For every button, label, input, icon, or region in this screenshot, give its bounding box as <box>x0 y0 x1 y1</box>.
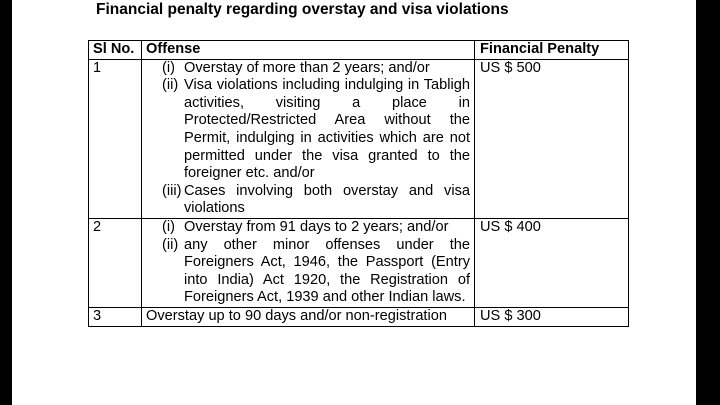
left-border-bar <box>0 0 12 405</box>
item-number: (ii) <box>162 236 179 253</box>
item-text: Overstay from 91 days to 2 years; and/or <box>184 218 449 235</box>
item-text: Cases involving both overstay and visa violations <box>184 182 470 217</box>
item-text: any other minor offenses under the Foreigners Act, 1946, the Passport (Entry into India) Act 1920, the Registration of Foreigners Act, 1939 and other Indian laws. <box>184 236 470 306</box>
table-header-row <box>89 41 629 60</box>
item-number: (ii) <box>162 77 179 94</box>
offense-item <box>162 237 470 307</box>
penalty-amount: US $ 400 <box>475 218 629 307</box>
penalty-amount: US $ 500 <box>475 59 629 218</box>
item-text: Overstay of more than 2 years; and/or <box>184 59 430 76</box>
item-number: (i) <box>162 218 175 235</box>
sl-number: 3 <box>89 307 142 326</box>
sl-number: 2 <box>89 218 142 307</box>
offense-item <box>162 219 470 237</box>
item-number: (iii) <box>162 182 182 199</box>
penalty-table <box>88 40 629 327</box>
header-offense: Offense <box>142 41 475 60</box>
offense-item <box>162 183 470 218</box>
offense-cell: Overstay up to 90 days and/or non-registration <box>142 307 475 326</box>
penalty-amount: US $ 300 <box>475 307 629 326</box>
offense-item <box>162 60 470 78</box>
offense-cell <box>142 59 475 218</box>
item-text: Visa violations including indulging in Tabligh activities, visiting a place in Protected/Restricted Area without the Permit, indulging in activities which are not permitted under the visa granted to the foreigner etc. and/or <box>184 77 470 182</box>
offense-cell <box>142 218 475 307</box>
table-row <box>89 59 629 218</box>
offense-item <box>162 77 470 183</box>
item-number: (i) <box>162 59 175 76</box>
header-financial-penalty: Financial Penalty <box>475 41 629 60</box>
table-row <box>89 307 629 326</box>
page-title: Financial penalty regarding overstay and visa violations <box>96 1 509 18</box>
table-row <box>89 218 629 307</box>
header-sl-no: Sl No. <box>89 41 142 60</box>
right-border-bar <box>696 0 720 405</box>
sl-number: 1 <box>89 59 142 218</box>
